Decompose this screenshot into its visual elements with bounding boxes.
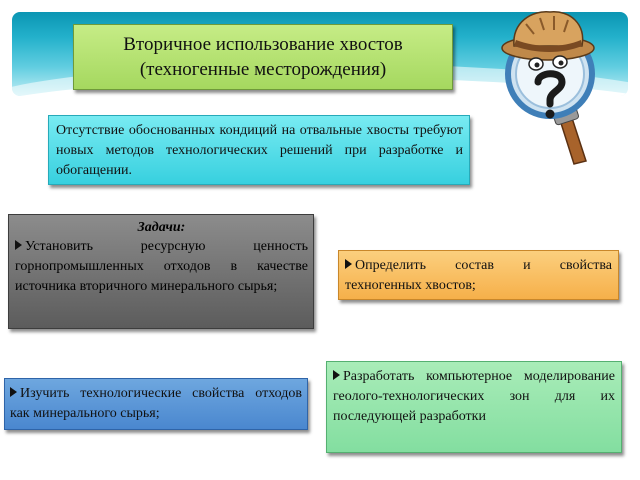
hat-crown	[514, 12, 583, 46]
arrowhead-bullet-icon	[10, 387, 17, 397]
tasks-heading: Задачи:	[137, 220, 186, 235]
task-determine-composition	[338, 250, 619, 300]
arrowhead-bullet-icon	[345, 259, 352, 269]
slide-title	[73, 24, 453, 90]
task-study-properties	[4, 378, 308, 430]
arrowhead-bullet-icon	[333, 370, 340, 380]
detective-magnifier-question-icon	[492, 4, 614, 174]
arrowhead-bullet-icon	[15, 240, 22, 250]
task-modeling-text: Разработать компьютерное моделирование геолого-технологических зон для их последующей разработки	[333, 369, 615, 424]
task-modeling	[326, 361, 622, 453]
problem-statement: Отсутствие обоснованных кондиций на отвальные хвосты требуют новых методов технологических решений при разработке и обогащении.	[48, 115, 470, 185]
slide-title-line1: Вторичное использование хвостов	[123, 34, 403, 55]
slide-title-line2: (техногенные месторождения)	[139, 59, 387, 80]
magnifier-handle	[560, 118, 586, 164]
tasks-panel	[8, 214, 314, 329]
task-determine-composition-text: Определить состав и свойства техногенных хвостов;	[345, 258, 612, 293]
task-item-text: Установить ресурсную ценность горнопромышленных отходов в качестве источника вторичного минерального сырья;	[15, 239, 308, 294]
task-item	[15, 237, 308, 297]
task-study-properties-text: Изучить технологические свойства отходов как минерального сырья;	[10, 386, 302, 421]
